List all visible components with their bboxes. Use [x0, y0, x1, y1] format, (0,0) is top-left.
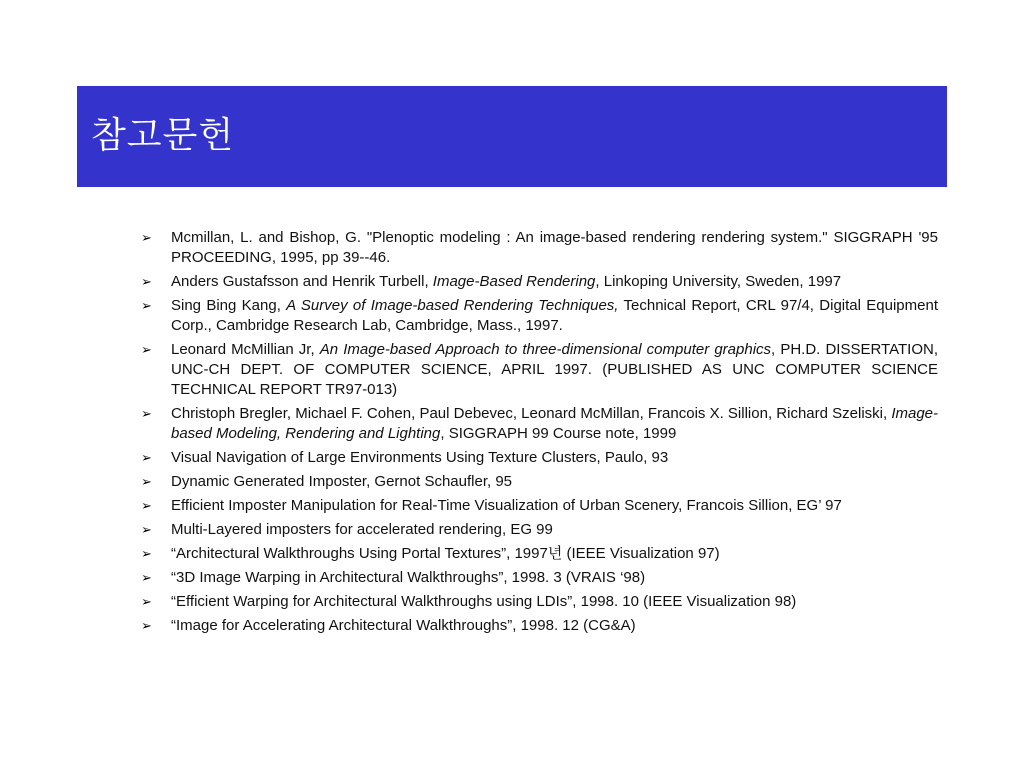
- reference-details: , Linkoping University, Sweden, 1997: [595, 273, 842, 290]
- reference-details: , SIGGRAPH 99 Course note, 1999: [440, 425, 677, 442]
- reference-item: [141, 472, 938, 492]
- arrow-bullet-icon: ➢: [141, 230, 152, 245]
- arrow-bullet-icon: ➢: [141, 570, 152, 585]
- reference-authors: Sing Bing Kang,: [171, 297, 287, 314]
- reference-text: [171, 297, 938, 334]
- arrow-bullet-icon: ➢: [141, 274, 152, 289]
- reference-list: [141, 228, 938, 640]
- reference-item: [141, 592, 938, 612]
- reference-text: “Efficient Warping for Architectural Walkthroughs using LDIs”, 1998. 10 (IEEE Visualization 98): [171, 593, 797, 610]
- reference-item: [141, 496, 938, 516]
- reference-item: [141, 568, 938, 588]
- reference-item: [141, 228, 938, 268]
- reference-authors: Christoph Bregler, Michael F. Cohen, Paul Debevec, Leonard McMillan, Francois X. Sillion, Richard Szeliski,: [171, 405, 892, 422]
- arrow-bullet-icon: ➢: [141, 546, 152, 561]
- reference-text: [171, 341, 938, 398]
- reference-details: Technical Report, CRL 97/4, Digital Equipment Corp., Cambridge Research Lab, Cambridge, Mass., 1997.: [171, 297, 938, 334]
- arrow-bullet-icon: ➢: [141, 474, 152, 489]
- arrow-bullet-icon: ➢: [141, 498, 152, 513]
- reference-authors: Leonard McMillian Jr,: [171, 341, 320, 358]
- reference-text: Mcmillan, L. and Bishop, G. "Plenoptic modeling : An image-based rendering rendering system." SIGGRAPH '95 PROCEEDING, 1995, pp 39--46.: [171, 229, 938, 266]
- reference-item: [141, 296, 938, 336]
- reference-title: Image-Based Rendering: [432, 273, 596, 290]
- reference-text: Efficient Imposter Manipulation for Real-Time Visualization of Urban Scenery, Francois Sillion, EG’ 97: [171, 497, 842, 514]
- reference-text: “Architectural Walkthroughs Using Portal Textures”, 1997년 (IEEE Visualization 97): [171, 545, 720, 562]
- reference-text: Multi-Layered imposters for accelerated rendering, EG 99: [171, 521, 553, 538]
- reference-title: An Image-based Approach to three-dimensional computer graphics: [319, 341, 772, 358]
- arrow-bullet-icon: ➢: [141, 522, 152, 537]
- reference-text: Dynamic Generated Imposter, Gernot Schaufler, 95: [171, 473, 513, 490]
- title-banner: [77, 86, 947, 187]
- arrow-bullet-icon: ➢: [141, 618, 152, 633]
- reference-item: [141, 272, 938, 292]
- reference-text: “3D Image Warping in Architectural Walkthroughs”, 1998. 3 (VRAIS ‘98): [171, 569, 646, 586]
- reference-item: [141, 340, 938, 400]
- reference-item: [141, 616, 938, 636]
- reference-text: [171, 405, 938, 442]
- reference-text: Visual Navigation of Large Environments Using Texture Clusters, Paulo, 93: [171, 449, 669, 466]
- reference-item: [141, 544, 938, 564]
- reference-item: [141, 404, 938, 444]
- arrow-bullet-icon: ➢: [141, 298, 152, 313]
- reference-details: , PH.D. DISSERTATION, UNC-CH DEPT. OF COMPUTER SCIENCE, APRIL 1997. (PUBLISHED AS UNC COMPUTER SCIENCE TECHNICAL REPORT TR97-013): [171, 341, 938, 398]
- reference-text: “Image for Accelerating Architectural Walkthroughs”, 1998. 12 (CG&A): [171, 617, 636, 634]
- reference-item: [141, 520, 938, 540]
- arrow-bullet-icon: ➢: [141, 406, 152, 421]
- arrow-bullet-icon: ➢: [141, 342, 152, 357]
- reference-text: [171, 273, 841, 290]
- reference-title: A Survey of Image-based Rendering Techniques,: [286, 297, 619, 314]
- slide-title: 참고문헌: [91, 115, 235, 156]
- reference-authors: Anders Gustafsson and Henrik Turbell,: [171, 273, 433, 290]
- reference-item: [141, 448, 938, 468]
- reference-title: Image-based Modeling, Rendering and Lighting: [171, 405, 939, 442]
- arrow-bullet-icon: ➢: [141, 594, 152, 609]
- arrow-bullet-icon: ➢: [141, 450, 152, 465]
